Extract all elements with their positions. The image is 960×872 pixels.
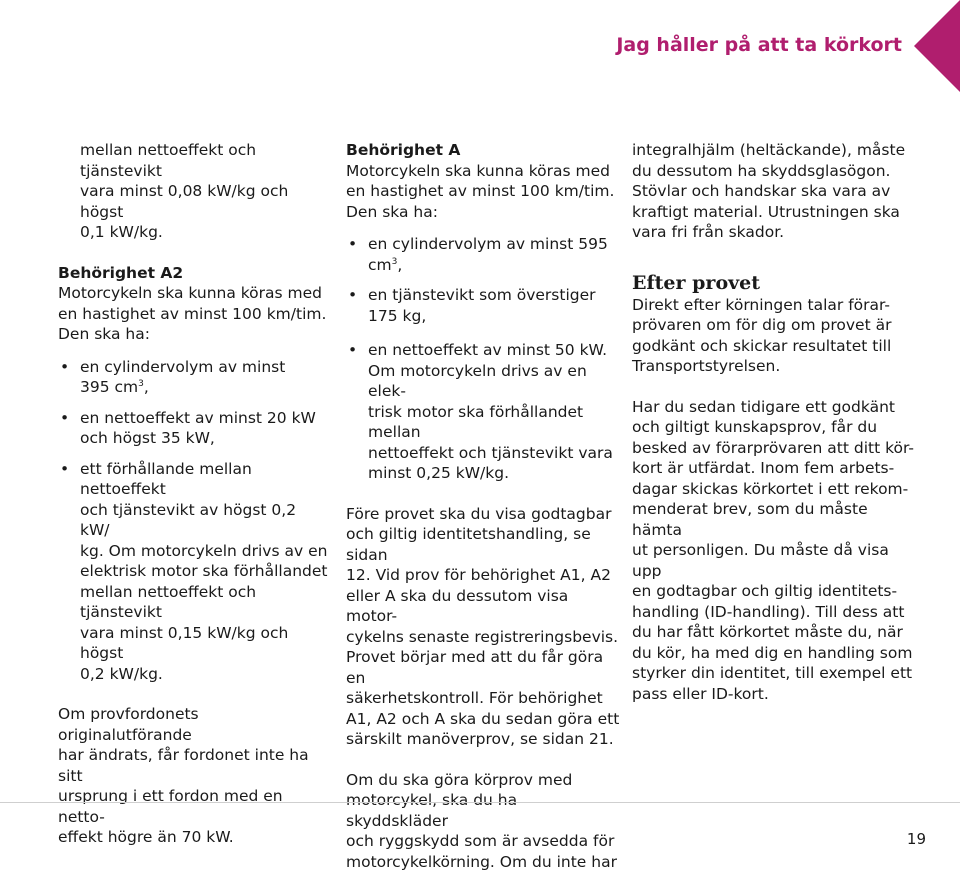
- text-line: • ett förhållande mellan nettoeffekt: [80, 459, 330, 500]
- list-item: [58, 357, 330, 398]
- column-3: [632, 140, 916, 704]
- text-line: du kör, ha med dig en handling som: [632, 643, 916, 664]
- text-line: eller A ska du dessutom visa motor-: [346, 586, 620, 627]
- text-line: och giltigt kunskapsprov, får du: [632, 417, 916, 438]
- text-line: handling (ID-handling). Till dess att: [632, 602, 916, 623]
- text-line: säkerhetskontroll. För behörighet: [346, 688, 620, 709]
- text-line: ut personligen. Du måste då visa upp: [632, 540, 916, 581]
- text-line: en hastighet av minst 100 km/tim.: [58, 304, 330, 325]
- text-line: och högst 35 kW,: [80, 428, 330, 449]
- text-line: godkänt och skickar resultatet till: [632, 336, 916, 357]
- text-line: och tjänstevikt av högst 0,2 kW/: [80, 500, 330, 541]
- text-line: Före provet ska du visa godtagbar: [346, 504, 620, 525]
- text-line: Om provfordonets originalutförande: [58, 704, 330, 745]
- requirements-list-a: [346, 234, 620, 484]
- text-line: elektrisk motor ska förhållandet: [80, 561, 330, 582]
- heading-behorighet-a2: Behörighet A2: [58, 263, 330, 284]
- text-line: du dessutom ha skyddsglasögon.: [632, 161, 916, 182]
- text-line: kraftigt material. Utrustningen ska: [632, 202, 916, 223]
- text-line: en godtagbar och giltig identitets-: [632, 581, 916, 602]
- text-line: 0,2 kW/kg.: [80, 664, 330, 685]
- text-line: Har du sedan tidigare ett godkänt: [632, 397, 916, 418]
- text-line: effekt högre än 70 kW.: [58, 827, 330, 848]
- text-line: du har fått körkortet måste du, när: [632, 622, 916, 643]
- text-line: • en nettoeffekt av minst 50 kW.: [368, 340, 620, 361]
- text-line: 12. Vid prov för behörighet A1, A2: [346, 565, 620, 586]
- text-line: Om du ska göra körprov med: [346, 770, 620, 791]
- text-line: Motorcykeln ska kunna köras med: [58, 283, 330, 304]
- text-line: vara minst 0,15 kW/kg och högst: [80, 623, 330, 664]
- text-line: mellan nettoeffekt och tjänstevikt: [80, 582, 330, 623]
- list-item: [58, 408, 330, 449]
- heading-efter-provet: Efter provet: [632, 271, 916, 295]
- list-item: [346, 234, 620, 275]
- corner-tab-decoration: [914, 0, 960, 92]
- text-line: Den ska ha:: [346, 202, 620, 223]
- text-line: pass eller ID-kort.: [632, 684, 916, 705]
- text-line: Transportstyrelsen.: [632, 356, 916, 377]
- list-item: [58, 459, 330, 685]
- text-line: motorcykel, ska du ha skyddskläder: [346, 790, 620, 831]
- text-line: kg. Om motorcykeln drivs av en: [80, 541, 330, 562]
- col2-paragraph-3: [346, 770, 620, 872]
- col3-paragraph-3: [632, 397, 916, 705]
- text-line: särskilt manöverprov, se sidan 21.: [346, 729, 620, 750]
- text-line: Stövlar och handskar ska vara av: [632, 181, 916, 202]
- text-line: en hastighet av minst 100 km/tim.: [346, 181, 620, 202]
- heading-behorighet-a: Behörighet A: [346, 140, 620, 161]
- text-line: vara fri från skador.: [632, 222, 916, 243]
- text-line: menderat brev, som du måste hämta: [632, 499, 916, 540]
- col3-paragraph-2: [632, 295, 916, 377]
- text-line: har ändrats, får fordonet inte ha sitt: [58, 745, 330, 786]
- text-line: dagar skickas körkortet i ett rekom-: [632, 479, 916, 500]
- footer-divider: [0, 802, 960, 803]
- running-header-title: Jag håller på att ta körkort: [616, 34, 902, 56]
- text-line: mellan nettoeffekt och tjänstevikt: [80, 140, 330, 181]
- column-2: [346, 140, 620, 872]
- col2-paragraph-2: [346, 504, 620, 750]
- list-item: [346, 340, 620, 484]
- text-line: Direkt efter körningen talar förar-: [632, 295, 916, 316]
- text-line: Den ska ha:: [58, 324, 330, 345]
- col1-intro: [58, 140, 330, 243]
- text-line: • en cylindervolym av minst: [80, 357, 330, 378]
- text-line: minst 0,25 kW/kg.: [368, 463, 620, 484]
- text-line: • en cylindervolym av minst 595 $cm^3$,: [368, 234, 620, 275]
- page-number: 19: [907, 830, 926, 848]
- requirements-list-a2: [58, 357, 330, 685]
- text-line: cykelns senaste registreringsbevis.: [346, 627, 620, 648]
- text-line: och ryggskydd som är avsedda för: [346, 831, 620, 852]
- text-line: 0,1 kW/kg.: [80, 222, 330, 243]
- text-line: styrker din identitet, till exempel ett: [632, 663, 916, 684]
- text-line: besked av förarprövaren att ditt kör-: [632, 438, 916, 459]
- text-line: A1, A2 och A ska du sedan göra ett: [346, 709, 620, 730]
- text-line: ursprung i ett fordon med en netto-: [58, 786, 330, 827]
- text-line: nettoeffekt och tjänstevikt vara: [368, 443, 620, 464]
- text-line: • en tjänstevikt som överstiger 175 kg,: [368, 285, 620, 326]
- list-item: [346, 285, 620, 326]
- col1-closing-paragraph: [58, 704, 330, 848]
- text-line: Provet börjar med att du får göra en: [346, 647, 620, 688]
- column-1: [58, 140, 330, 848]
- text-line: trisk motor ska förhållandet mellan: [368, 402, 620, 443]
- text-line: och giltig identitetshandling, se sidan: [346, 524, 620, 565]
- text-line: Motorcykeln ska kunna köras med: [346, 161, 620, 182]
- text-line: 395 $cm^3$,: [80, 377, 330, 398]
- text-line: prövaren om för dig om provet är: [632, 315, 916, 336]
- text-line: integralhjälm (heltäckande), måste: [632, 140, 916, 161]
- text-line: • en nettoeffekt av minst 20 kW: [80, 408, 330, 429]
- col3-paragraph-1: [632, 140, 916, 243]
- text-line: vara minst 0,08 kW/kg och högst: [80, 181, 330, 222]
- text-line: motorcykelkörning. Om du inte har: [346, 852, 620, 872]
- text-line: kort är utfärdat. Inom fem arbets-: [632, 458, 916, 479]
- text-line: Om motorcykeln drivs av en elek-: [368, 361, 620, 402]
